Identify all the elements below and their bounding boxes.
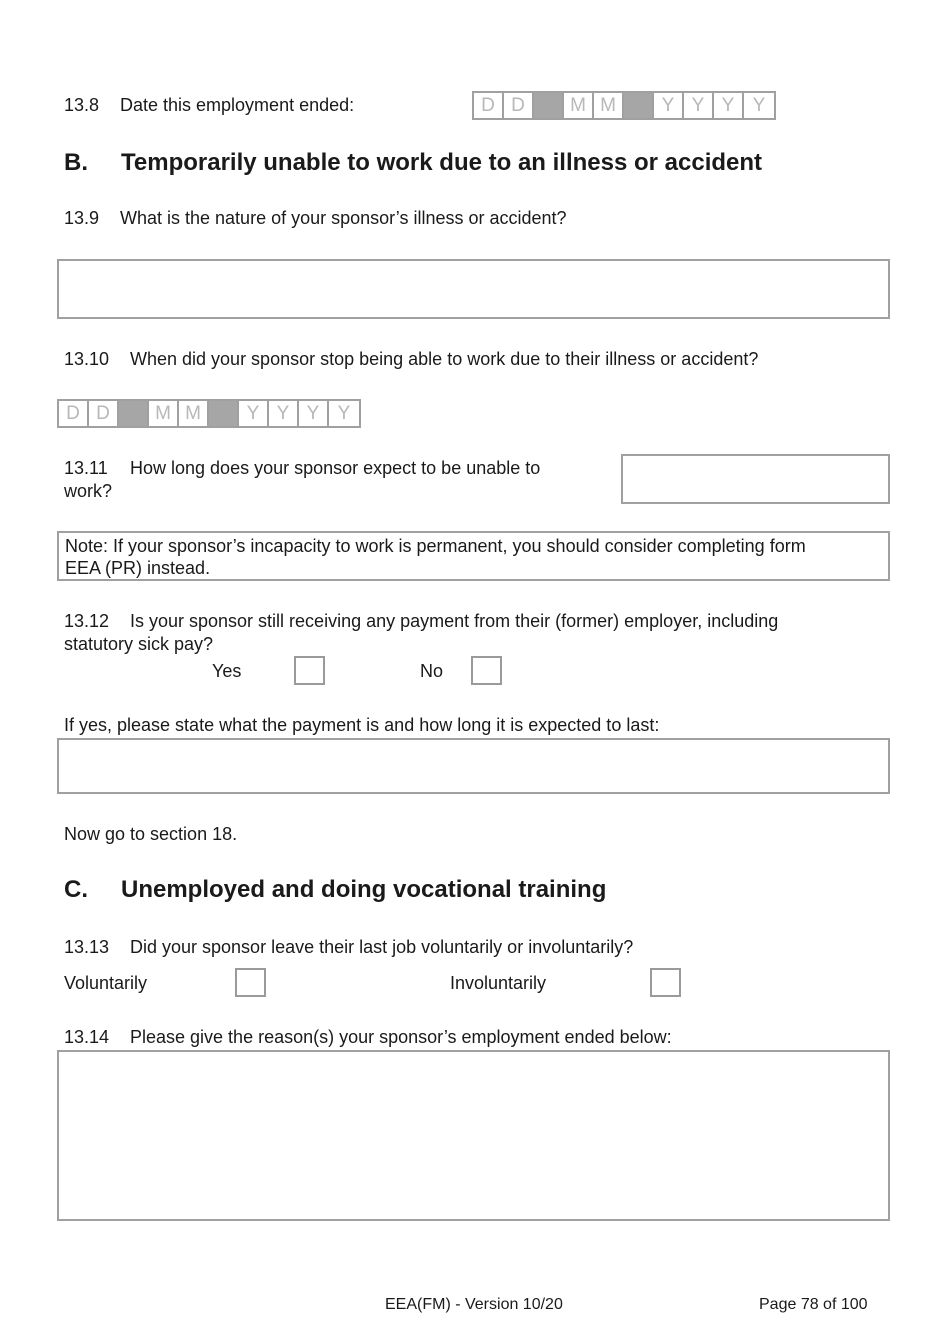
day-digit-2[interactable]: D bbox=[504, 93, 534, 118]
day-digit-1[interactable]: D bbox=[474, 93, 504, 118]
voluntarily-label: Voluntarily bbox=[64, 973, 148, 993]
year-digit-4[interactable]: Y bbox=[752, 95, 766, 116]
question-label-line-1: How long does your sponsor expect to be unable to bbox=[130, 458, 541, 478]
voluntarily-checkbox[interactable] bbox=[235, 968, 266, 997]
question-label: Please give the reason(s) your sponsor’s employment ended below: bbox=[130, 1027, 672, 1047]
payment-no-checkbox[interactable] bbox=[471, 656, 502, 685]
section-letter: C. bbox=[64, 876, 88, 903]
payment-yes-checkbox[interactable] bbox=[294, 656, 325, 685]
question-number: 13.14 bbox=[64, 1027, 110, 1047]
note-box bbox=[57, 531, 890, 581]
yes-label: Yes bbox=[212, 661, 242, 681]
question-number: 13.13 bbox=[64, 937, 110, 957]
section-letter: B. bbox=[64, 149, 88, 176]
no-label: No bbox=[420, 661, 444, 681]
involuntarily-label: Involuntarily bbox=[450, 973, 547, 993]
section-c-heading bbox=[64, 876, 606, 904]
question-label: When did your sponsor stop being able to work due to their illness or accident? bbox=[130, 349, 759, 369]
question-13-12-line-2: statutory sick pay? bbox=[64, 634, 214, 654]
year-digit-3[interactable]: Y bbox=[714, 93, 744, 118]
month-digit-1[interactable]: M bbox=[564, 93, 594, 118]
question-number: 13.9 bbox=[64, 208, 100, 228]
note-line-2: EEA (PR) instead. bbox=[65, 558, 211, 578]
footer-page-number: Page 78 of 100 bbox=[759, 1296, 868, 1313]
day-digit-2[interactable]: D bbox=[89, 401, 119, 426]
question-13-14 bbox=[64, 1026, 672, 1049]
question-label: Did your sponsor leave their last job voluntarily or involuntarily? bbox=[130, 937, 634, 957]
date-separator bbox=[534, 93, 564, 118]
year-digit-2[interactable]: Y bbox=[684, 93, 714, 118]
year-digit-3[interactable]: Y bbox=[299, 401, 329, 426]
year-digit-4[interactable]: Y bbox=[337, 403, 351, 424]
question-13-12 bbox=[64, 610, 778, 633]
employment-end-date-field[interactable] bbox=[472, 91, 776, 120]
question-number: 13.12 bbox=[64, 611, 110, 631]
day-digit-1[interactable]: D bbox=[59, 401, 89, 426]
date-separator bbox=[119, 401, 149, 426]
question-label: What is the nature of your sponsor’s illness or accident? bbox=[120, 208, 567, 228]
year-digit-1[interactable]: Y bbox=[654, 93, 684, 118]
illness-nature-input[interactable] bbox=[57, 259, 890, 319]
question-13-10 bbox=[64, 348, 758, 371]
question-13-11-line-2: work? bbox=[64, 481, 113, 501]
month-digit-2[interactable]: M bbox=[179, 401, 209, 426]
involuntarily-checkbox[interactable] bbox=[650, 968, 681, 997]
year-digit-1[interactable]: Y bbox=[239, 401, 269, 426]
goto-instruction: Now go to section 18. bbox=[64, 824, 238, 844]
question-13-9 bbox=[64, 207, 567, 230]
payment-details-input[interactable] bbox=[57, 738, 890, 794]
question-13-11 bbox=[64, 457, 540, 480]
question-label: Date this employment ended: bbox=[120, 95, 355, 115]
stopped-work-date-field[interactable] bbox=[57, 399, 361, 428]
question-13-8 bbox=[64, 94, 354, 117]
month-digit-2[interactable]: M bbox=[594, 93, 624, 118]
question-13-13 bbox=[64, 936, 633, 959]
question-label-line-1: Is your sponsor still receiving any payment from their (former) employer, including bbox=[130, 611, 779, 631]
footer-version: EEA(FM) - Version 10/20 bbox=[385, 1296, 563, 1313]
year-digit-2[interactable]: Y bbox=[269, 401, 299, 426]
section-title: Unemployed and doing vocational training bbox=[121, 876, 607, 903]
note-line-1: Note: If your sponsor’s incapacity to work is permanent, you should consider completing form bbox=[65, 536, 806, 556]
date-separator bbox=[624, 93, 654, 118]
employment-end-reasons-input[interactable] bbox=[57, 1050, 890, 1221]
question-number: 13.8 bbox=[64, 95, 100, 115]
section-b-heading bbox=[64, 149, 762, 177]
payment-followup-label: If yes, please state what the payment is and how long it is expected to last: bbox=[64, 715, 660, 735]
date-separator bbox=[209, 401, 239, 426]
question-number: 13.10 bbox=[64, 349, 110, 369]
section-title: Temporarily unable to work due to an illness or accident bbox=[121, 149, 763, 176]
unable-to-work-duration-input[interactable] bbox=[621, 454, 890, 504]
month-digit-1[interactable]: M bbox=[149, 401, 179, 426]
question-number: 13.11 bbox=[64, 458, 108, 478]
